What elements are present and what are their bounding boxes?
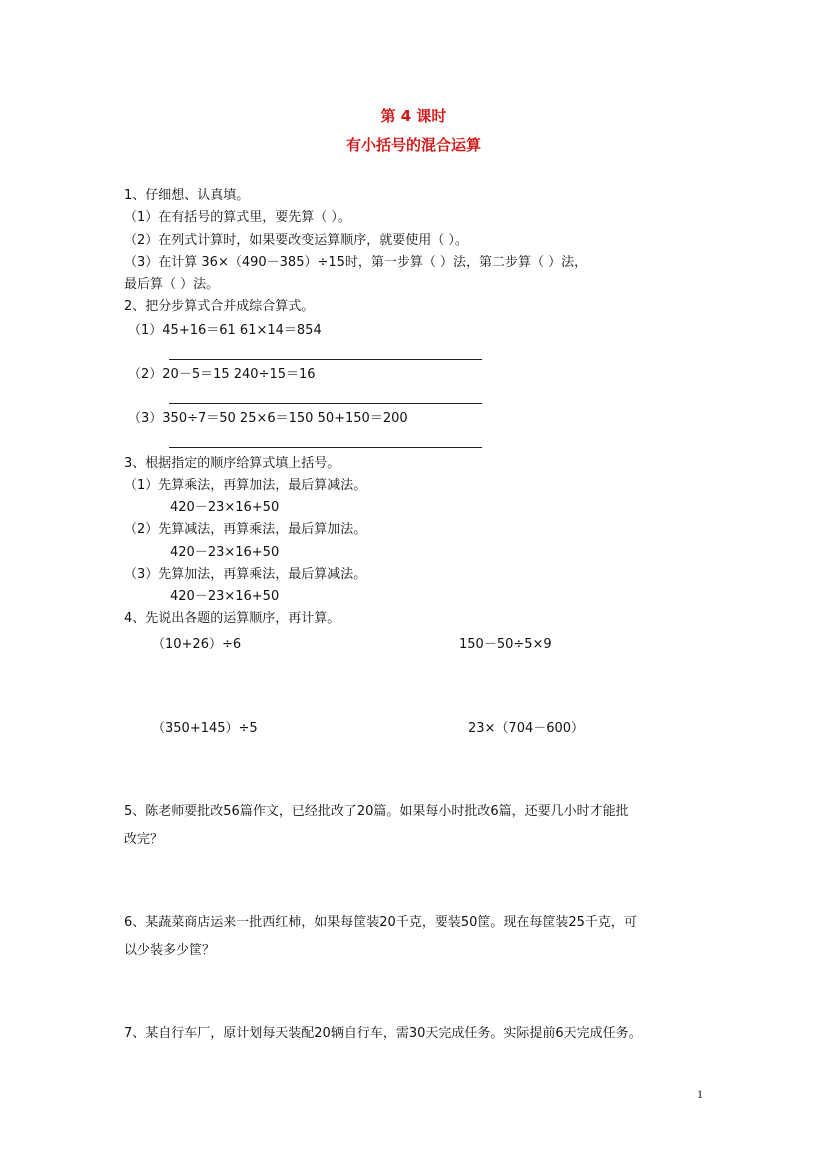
- q1-heading: 1、仔细想、认真填。: [124, 188, 250, 203]
- q2-answer-line-3: [169, 447, 482, 448]
- q6-line-2: 以少装多少筐？: [124, 943, 216, 958]
- q2-row-2: （2）20－5＝15 240÷15＝16: [128, 367, 316, 382]
- q2-heading: 2、把分步算式合并成综合算式。: [124, 299, 315, 314]
- q4-expr-b: 150－50÷5×9: [459, 637, 552, 652]
- q1-item-3: （3）在计算 36×（490－385）÷15时，第一步算（ ）法，第二步算（ ）法，: [124, 255, 588, 270]
- q3-step-1: （1）先算乘法，再算加法，最后算减法。: [124, 478, 367, 493]
- q3-step-3: （3）先算加法，再算乘法，最后算减法。: [124, 567, 367, 582]
- page-number: 1: [697, 1087, 703, 1101]
- q4-heading: 4、先说出各题的运算顺序，再计算。: [124, 611, 341, 626]
- q1-item-2: （2）在列式计算时，如果要改变运算顺序，就要使用（ ）。: [124, 233, 468, 248]
- q3-step-2: （2）先算减法，再算乘法，最后算加法。: [124, 522, 367, 537]
- q3-expr-3: 420－23×16+50: [170, 589, 280, 604]
- page-title: 有小括号的混合运算: [345, 136, 481, 154]
- lesson-number: 第 4 课时: [380, 107, 447, 125]
- q6-line-1: 6、某蔬菜商店运来一批西红柿，如果每筐装20千克，要装50筐。现在每筐装25千克，可: [124, 915, 637, 930]
- q4-expr-c: （350+145）÷5: [152, 721, 258, 736]
- q5-line-1: 5、陈老师要批改56篇作文，已经批改了20篇。如果每小时批改6篇，还要几小时才能批: [124, 804, 629, 819]
- q2-row-3: （3）350÷7＝50 25×6＝150 50+150＝200: [128, 411, 408, 426]
- q3-heading: 3、根据指定的顺序给算式填上括号。: [124, 456, 341, 471]
- q3-expr-2: 420－23×16+50: [170, 545, 280, 560]
- q1-item-3-cont: 最后算（ ）法。: [124, 277, 220, 292]
- q4-expr-a: （10+26）÷6: [152, 637, 242, 652]
- q2-row-1: （1）45+16＝61 61×14＝854: [128, 323, 322, 338]
- q2-answer-line-2: [169, 403, 482, 404]
- q3-expr-1: 420－23×16+50: [170, 500, 280, 515]
- q7-line-1: 7、某自行车厂，原计划每天装配20辆自行车，需30天完成任务。实际提前6天完成任务。: [124, 1026, 642, 1041]
- q4-expr-d: 23×（704－600）: [468, 721, 585, 736]
- q2-answer-line-1: [169, 359, 482, 360]
- q5-line-2: 改完？: [124, 832, 164, 847]
- q1-item-1: （1）在有括号的算式里，要先算（ ）。: [124, 210, 351, 225]
